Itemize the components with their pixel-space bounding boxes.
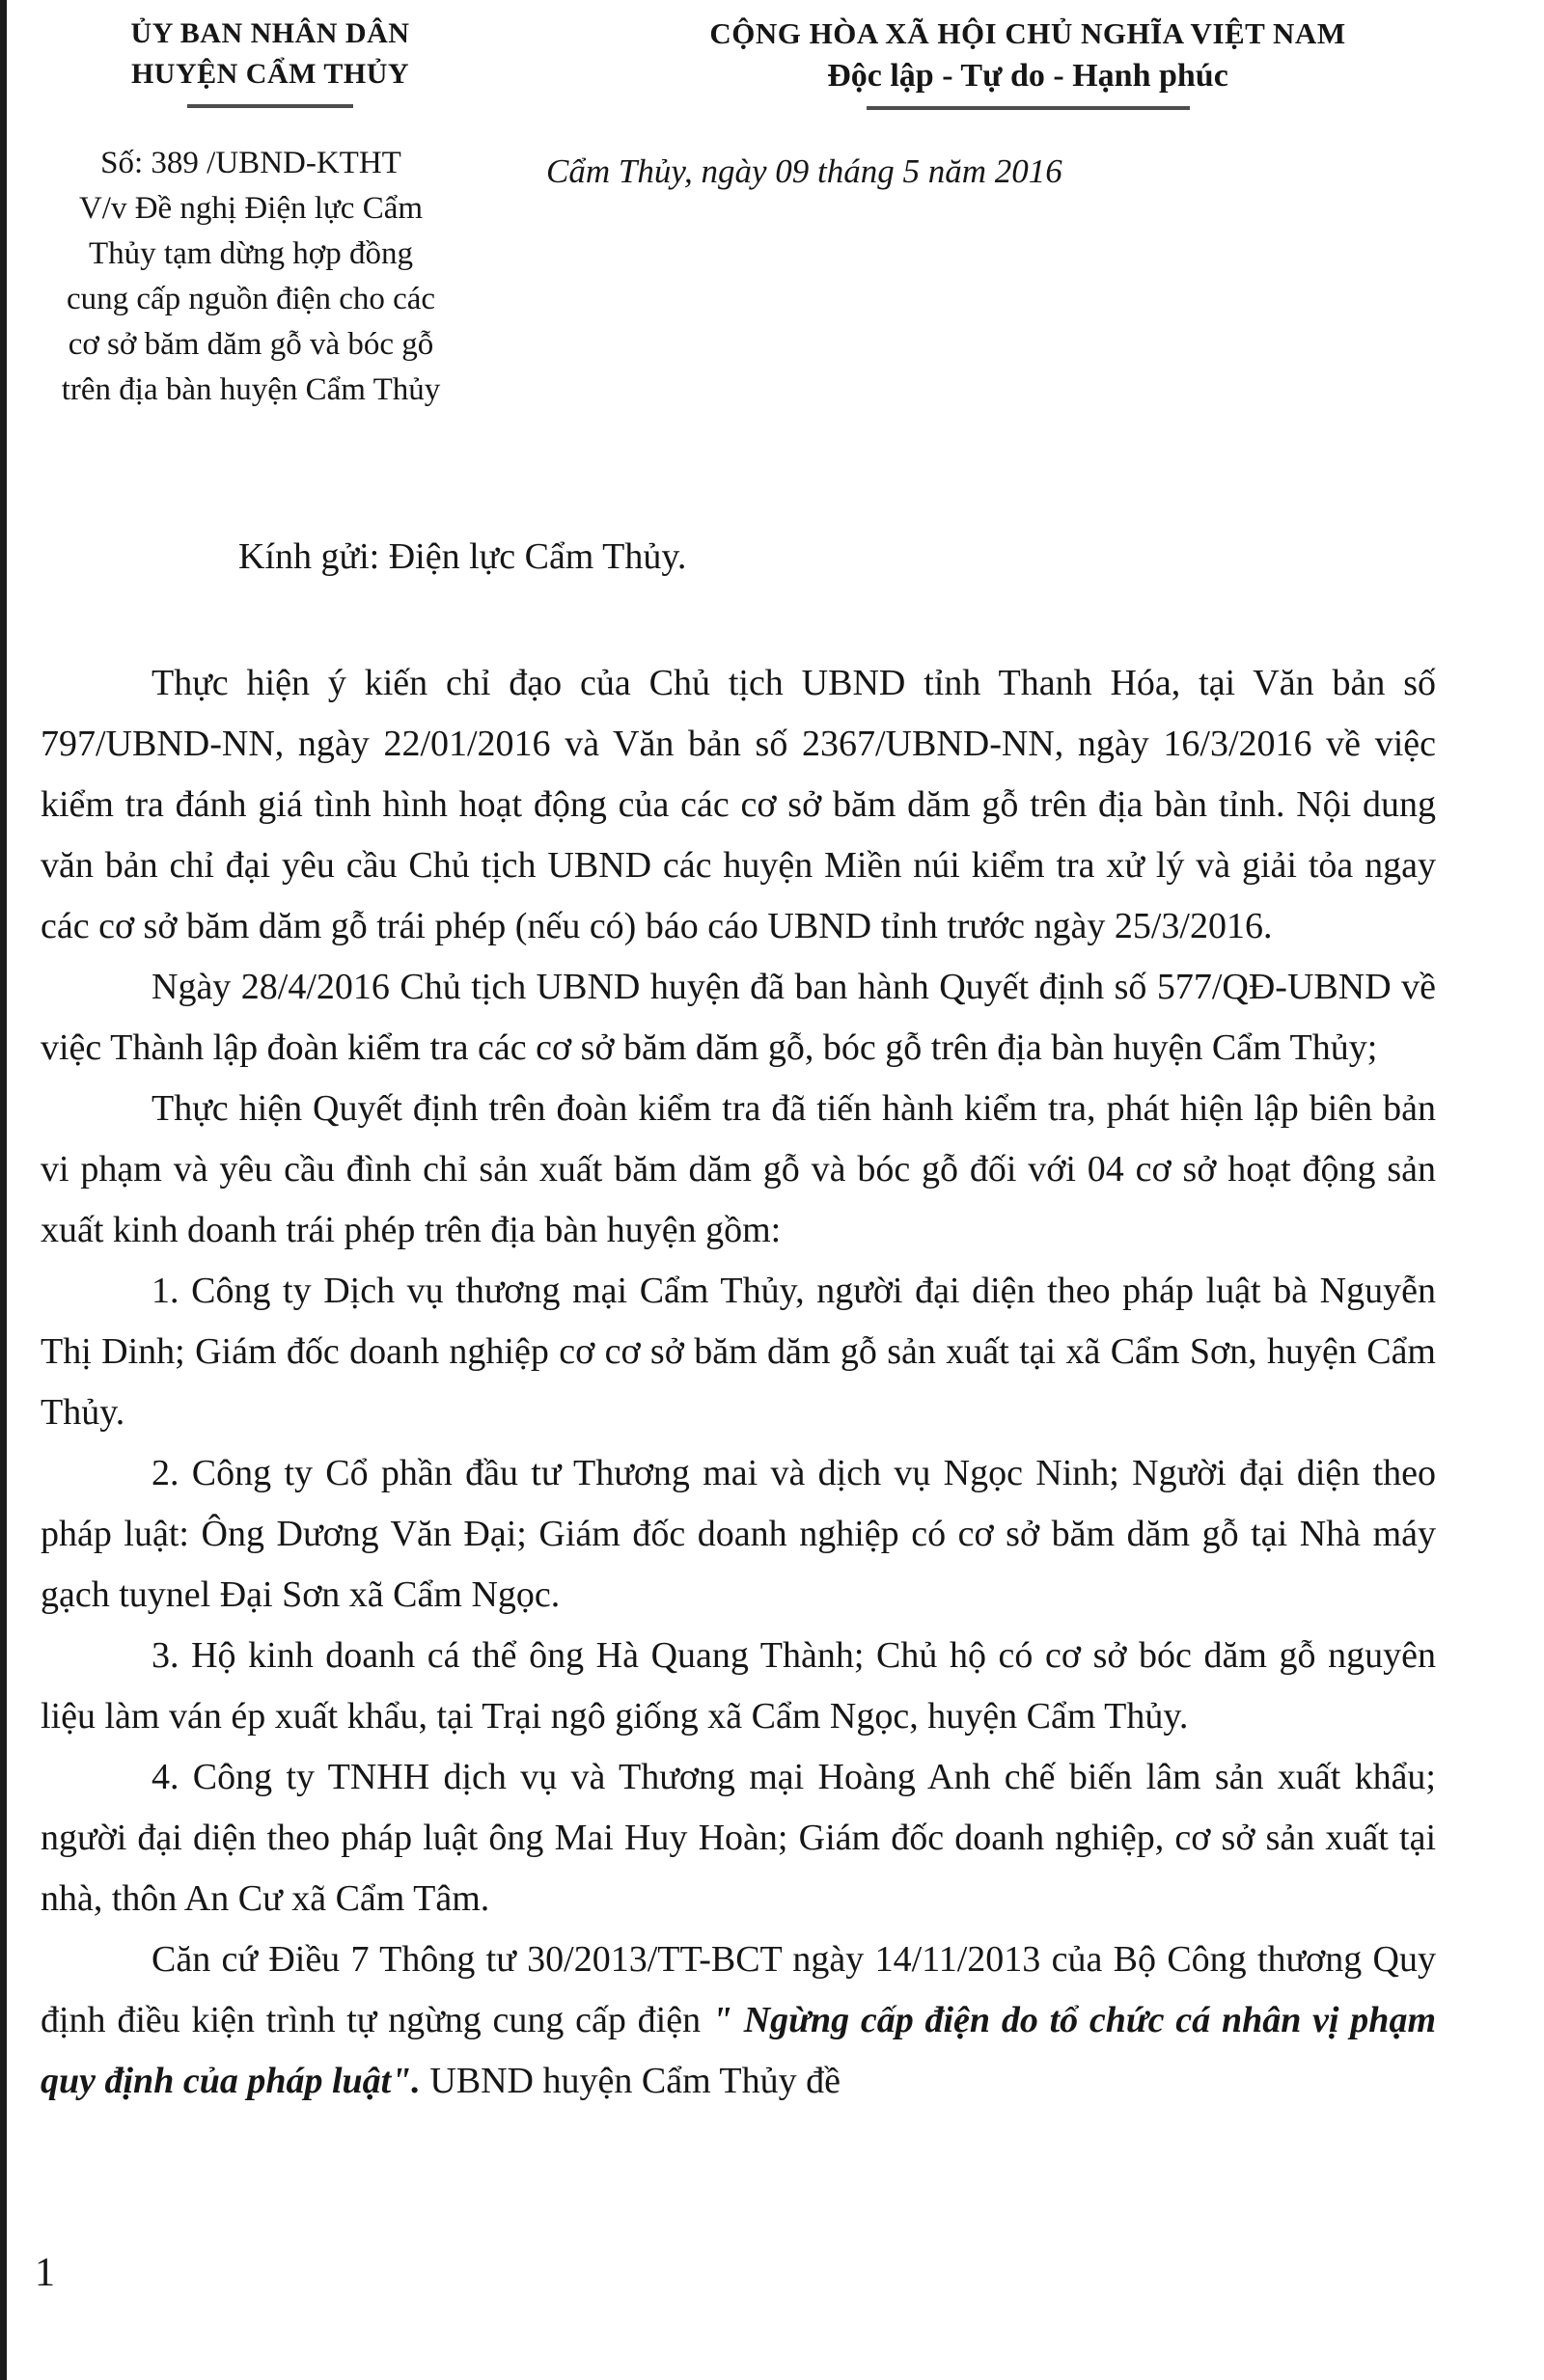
issuer-name-line2: HUYỆN CẨM THỦY: [130, 58, 410, 90]
scan-left-edge-artifact: [0, 0, 7, 2380]
salutation: Kính gửi: Điện lực Cẩm Thủy.: [238, 536, 687, 577]
paragraph-inspection-result: Thực hiện Quyết định trên đoàn kiểm tra đã tiến hành kiểm tra, phát hiện lập biên bản vi phạm và yêu cầu đình chỉ sản xuất băm dăm gỗ và bóc gỗ đối với 04 cơ sở hoạt động sản xuất kinh doanh trái phép trên địa bàn huyện gồm:: [41, 1088, 1436, 1250]
page-number: 1: [35, 2251, 55, 2295]
body-paragraphs: [41, 653, 1436, 2112]
subject-line: cung cấp nguồn điện cho các: [66, 282, 436, 316]
paragraph-directive-context: Thực hiện ý kiến chỉ đạo của Chủ tịch UBND tỉnh Thanh Hóa, tại Văn bản số 797/UBND-NN, ngày 22/01/2016 và Văn bản số 2367/UBND-NN, ngày 16/3/2016 về việc kiểm tra đánh giá tình hình hoạt động của các cơ sở băm dăm gỗ trên địa bàn tỉnh. Nội dung văn bản chỉ đại yêu cầu Chủ tịch UBND các huyện Miền núi kiểm tra xử lý và giải tỏa ngay các cơ sở băm dăm gỗ trái phép (nếu có) báo cáo UBND tỉnh trước ngày 25/3/2016.: [41, 663, 1436, 946]
legal-basis-quotation: " Ngừng cấp điện do tổ chức cá nhân vị phạm quy định của pháp luật".: [41, 2000, 1437, 2101]
document-subject: [12, 186, 490, 413]
legal-basis-continuation: UBND huyện Cẩm Thủy đề: [420, 2061, 841, 2101]
subject-line: cơ sở băm dăm gỗ và bóc gỗ: [68, 327, 434, 362]
document-header: [0, 0, 1544, 110]
subject-line: Thủy tạm dừng hợp đồng: [89, 236, 413, 271]
subject-line: trên địa bàn huyện Cẩm Thủy: [61, 372, 441, 407]
issuer-underline: [187, 104, 353, 108]
issuing-authority-block: [0, 14, 540, 110]
document-meta-block: [0, 110, 490, 413]
document-body: [41, 527, 1436, 2112]
issuer-name-line1: ỦY BAN NHÂN DÂN: [130, 17, 410, 49]
list-item-establishment-3: 3. Hộ kinh doanh cá thể ông Hà Quang Thành; Chủ hộ có cơ sở bóc dăm gỗ nguyên liệu làm ván ép xuất khẩu, tại Trại ngô giống xã Cẩm Ngọc, huyện Cẩm Thủy.: [41, 1635, 1436, 1737]
paragraph-decision-577: Ngày 28/4/2016 Chủ tịch UBND huyện đã ban hành Quyết định số 577/QĐ-UBND về việc Thành lập đoàn kiểm tra các cơ sở băm dăm gỗ, bóc gỗ trên địa bàn huyện Cẩm Thủy;: [41, 967, 1436, 1068]
paragraph-legal-basis: [41, 1929, 1436, 2112]
document-number: Số: 389 /UBND-KTHT: [100, 146, 401, 180]
national-motto: Độc lập - Tự do - Hạnh phúc: [827, 58, 1228, 94]
legal-basis-text: Căn cứ Điều 7 Thông tư 30/2013/TT-BCT ngày 14/11/2013 của Bộ Công thương Quy định điều kiện trình tự ngừng cung cấp điện: [41, 1939, 1436, 2040]
list-item-establishment-1: 1. Công ty Dịch vụ thương mại Cẩm Thủy, người đại diện theo pháp luật bà Nguyễn Thị Dinh; Giám đốc doanh nghiệp cơ cơ sở băm dăm gỗ sản xuất tại xã Cẩm Sơn, huyện Cẩm Thủy.: [41, 1271, 1436, 1433]
place-and-date: Cẩm Thủy, ngày 09 tháng 5 năm 2016: [546, 152, 1062, 190]
national-header-block: [540, 14, 1515, 110]
list-item-establishment-4: 4. Công ty TNHH dịch vụ và Thương mại Hoàng Anh chế biến lâm sản xuất khẩu; người đại diện theo pháp luật ông Mai Huy Hoàn; Giám đốc doanh nghiệp, cơ sở sản xuất tại nhà, thôn An Cư xã Cẩm Tâm.: [41, 1757, 1436, 1919]
subject-line: V/v Đề nghị Điện lực Cẩm: [78, 191, 424, 226]
national-underline: [867, 106, 1190, 110]
document-meta-row: [0, 110, 1544, 413]
national-title: CỘNG HÒA XÃ HỘI CHỦ NGHĨA VIỆT NAM: [709, 16, 1346, 50]
list-item-establishment-2: 2. Công ty Cổ phần đầu tư Thương mai và dịch vụ Ngọc Ninh; Người đại diện theo pháp luật: Ông Dương Văn Đại; Giám đốc doanh nghiệp có cơ sở băm dăm gỗ tại Nhà máy gạch tuynel Đại Sơn xã Cẩm Ngọc.: [41, 1453, 1436, 1615]
